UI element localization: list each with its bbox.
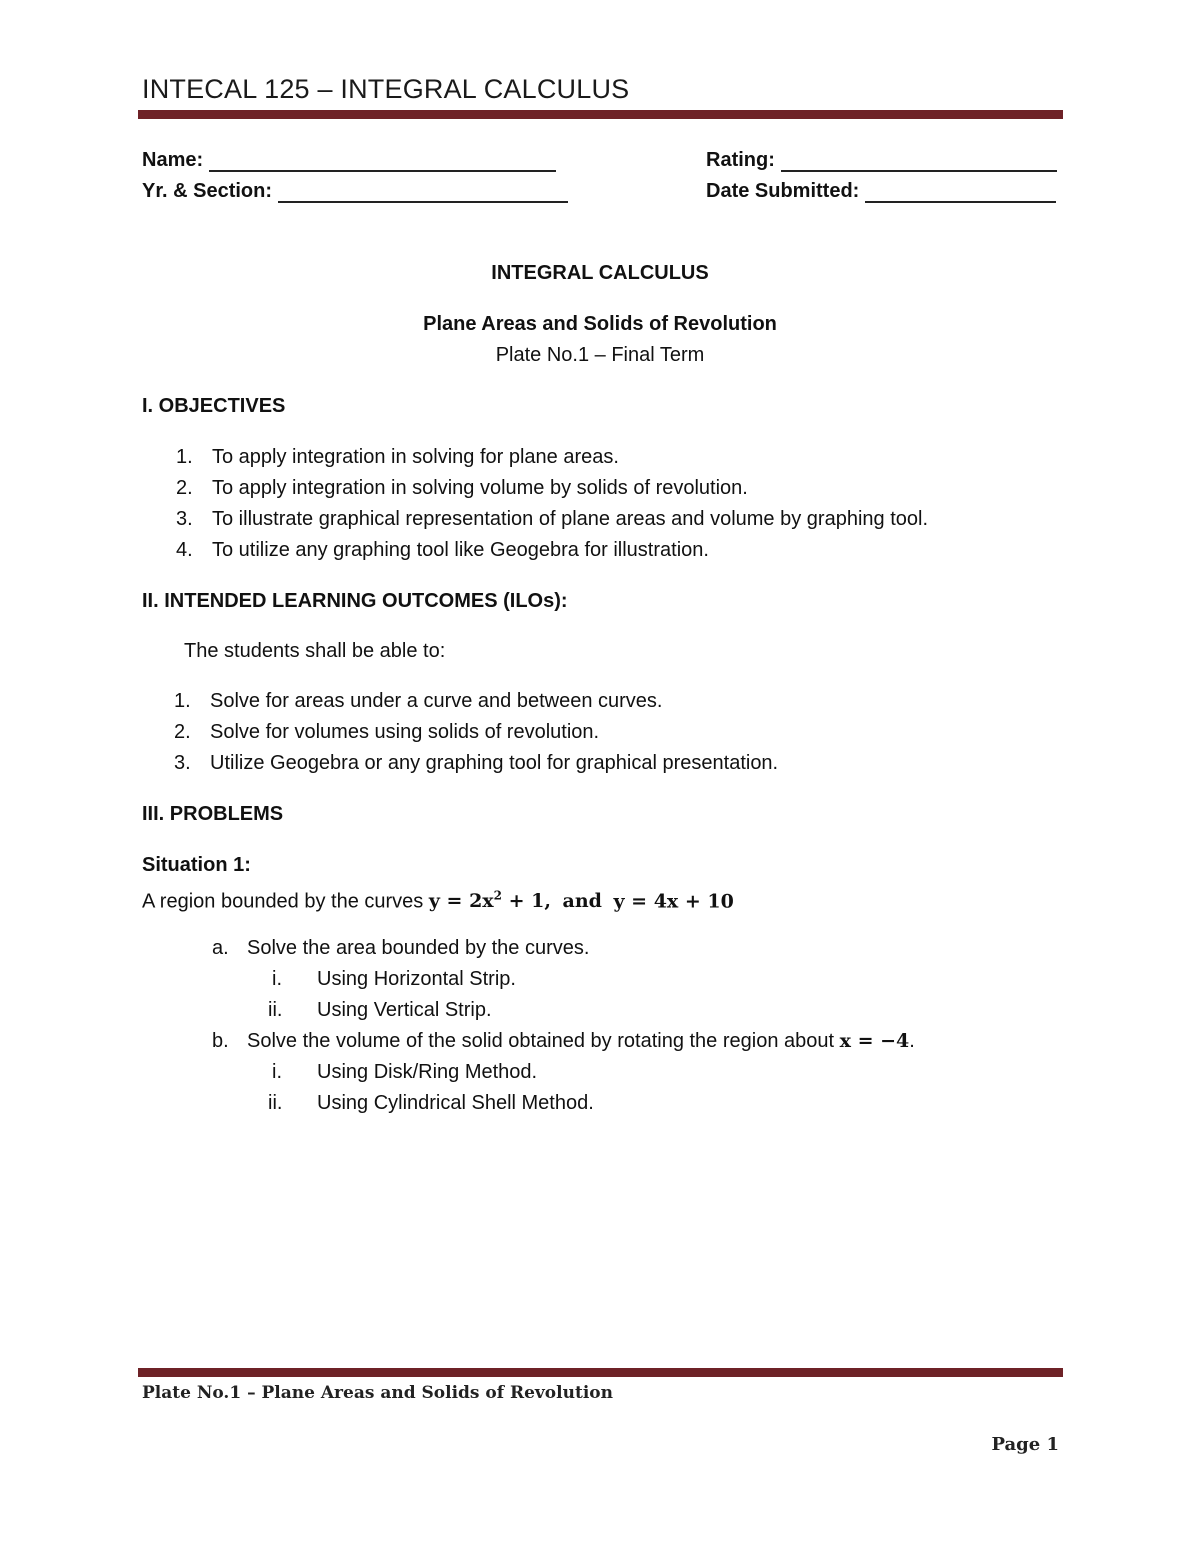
part-b-text: Solve the volume of the solid obtained by rotating the region about: [247, 1030, 835, 1052]
list-text: To illustrate graphical representation of plane areas and volume by graphing tool.: [212, 508, 928, 530]
footer-text: Plate No.1 – Plane Areas and Solids of Revolution: [142, 1383, 613, 1403]
part-letter: b.: [212, 1030, 229, 1052]
list-number: 2.: [174, 721, 191, 743]
equation-1-base: y = 2x: [428, 890, 494, 913]
list-number: i.: [272, 968, 282, 990]
list-text: To apply integration in solving volume by solids of revolution.: [212, 477, 748, 499]
plate-subtitle: Plate No.1 – Final Term: [495, 344, 705, 366]
equation-1-tail: + 1,: [501, 890, 551, 913]
list-number: 4.: [176, 539, 193, 561]
situation-label: Situation 1:: [142, 854, 251, 876]
date-label: Date Submitted:: [706, 180, 860, 202]
section-label: Yr. & Section:: [142, 180, 273, 202]
list-text: Using Horizontal Strip.: [317, 968, 516, 990]
name-blank[interactable]: [209, 150, 556, 172]
section-blank[interactable]: [278, 181, 568, 203]
list-text: Using Cylindrical Shell Method.: [317, 1092, 594, 1114]
problems-heading: III. PROBLEMS: [142, 803, 284, 825]
list-number: ii.: [268, 1092, 283, 1114]
name-label: Name:: [142, 149, 204, 171]
part-text: Solve the area bounded by the curves.: [247, 937, 590, 959]
list-text: Utilize Geogebra or any graphing tool for graphical presentation.: [210, 752, 779, 774]
list-text: To apply integration in solving for plane areas.: [212, 446, 619, 468]
course-header-title: INTECAL 125 – INTEGRAL CALCULUS: [142, 74, 630, 104]
equation-3: x = −4: [839, 1030, 910, 1052]
equation-2: y = 4x + 10: [613, 890, 734, 913]
list-number: 1.: [176, 446, 193, 468]
list-number: 3.: [174, 752, 191, 774]
list-text: Using Disk/Ring Method.: [317, 1061, 538, 1083]
rating-label: Rating:: [706, 149, 775, 171]
list-text: Using Vertical Strip.: [317, 999, 492, 1021]
subject-title: INTEGRAL CALCULUS: [491, 262, 709, 284]
list-text: Solve for volumes using solids of revolution.: [210, 721, 600, 743]
part-letter: a.: [212, 937, 229, 959]
situation-text: A region bounded by the curves: [142, 890, 424, 913]
topic-title: Plane Areas and Solids of Revolution: [423, 313, 777, 335]
rating-blank[interactable]: [781, 150, 1057, 172]
section-field: [142, 179, 568, 203]
list-text: To utilize any graphing tool like Geogebra for illustration.: [212, 539, 709, 561]
equation-1-exponent: 2: [493, 889, 502, 903]
ilos-intro: The students shall be able to:: [184, 640, 446, 662]
date-blank[interactable]: [865, 181, 1056, 203]
period: .: [909, 1030, 915, 1052]
header-rule: [138, 110, 1063, 119]
conjunction: and: [562, 890, 602, 913]
list-number: i.: [272, 1061, 282, 1083]
situation-statement: [142, 884, 734, 913]
objectives-heading: I. OBJECTIVES: [142, 395, 286, 417]
part-text: [247, 1029, 915, 1053]
list-number: 2.: [176, 477, 193, 499]
page-number: Page 1: [991, 1434, 1059, 1455]
list-text: Solve for areas under a curve and between curves.: [210, 690, 663, 712]
date-field: [706, 179, 1056, 203]
footer-rule: [138, 1368, 1063, 1377]
list-number: 1.: [174, 690, 191, 712]
ilos-heading: II. INTENDED LEARNING OUTCOMES (ILOs):: [142, 590, 568, 612]
list-number: ii.: [268, 999, 283, 1021]
equation-1: [429, 890, 551, 912]
name-field: [142, 148, 556, 172]
list-number: 3.: [176, 508, 193, 530]
rating-field: [706, 148, 1057, 172]
